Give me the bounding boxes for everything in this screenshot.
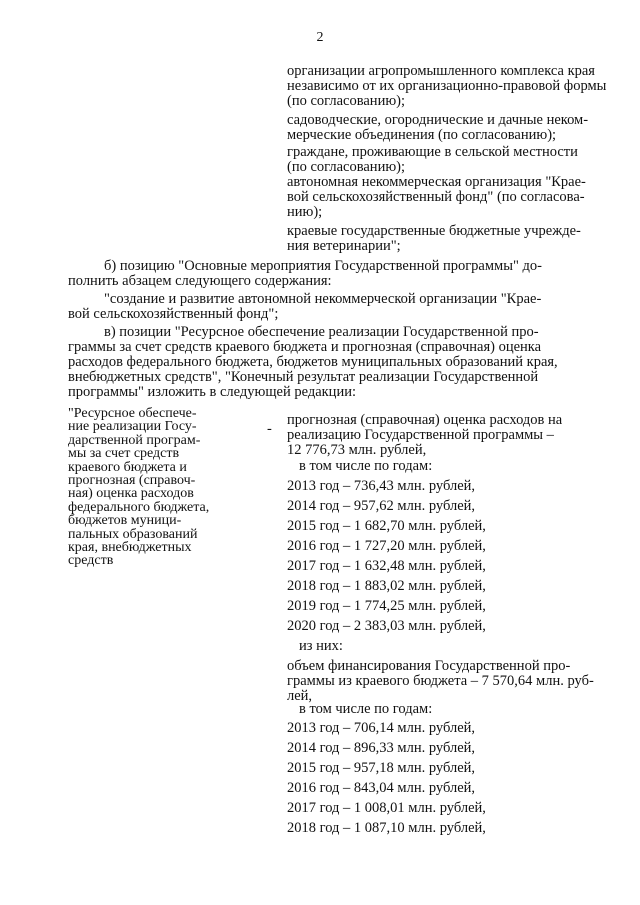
year-line: 2016 год – 1 727,20 млн. рублей,: [287, 538, 486, 554]
text-line: федерального бюджета,: [68, 499, 210, 515]
year-line: 2013 год – 736,43 млн. рублей,: [287, 478, 476, 494]
year-line: 2020 год – 2 383,03 млн. рублей,: [287, 618, 486, 634]
year-line: 2017 год – 1 008,01 млн. рублей,: [287, 800, 486, 816]
text-line: дарственной програм-: [68, 432, 201, 448]
text-line: прогнозная (справоч-: [68, 473, 196, 489]
year-line: 2018 год – 1 087,10 млн. рублей,: [287, 820, 486, 836]
year-line: 2014 год – 896,33 млн. рублей,: [287, 740, 476, 756]
of-them-label: из них:: [299, 638, 343, 654]
text-line: краевые государственные бюджетные учрежде-: [287, 223, 581, 239]
text-line: вой сельскохозяйственный фонд" (по согласова-: [287, 189, 585, 205]
list-item: [287, 113, 606, 143]
text-line: граммы из краевого бюджета – 7 570,64 млн. руб-: [287, 673, 594, 689]
text-line: лей,: [287, 688, 313, 704]
page-number: 2: [316, 30, 324, 45]
text-line: полнить абзацем следующего содержания:: [68, 273, 332, 289]
text-line: пальных образований: [68, 526, 198, 542]
forecast-text: [287, 413, 562, 458]
text-line: вой сельскохозяйственный фонд";: [68, 306, 279, 322]
year-line: 2016 год – 843,04 млн. рублей,: [287, 780, 476, 796]
text-line: краевого бюджета и: [68, 459, 187, 475]
text-line: мерческие объединения (по согласованию);: [287, 127, 557, 143]
text-line: ния ветеринарии";: [287, 238, 401, 254]
text-line: внебюджетных средств", "Конечный результат реализации Государственной: [68, 369, 539, 385]
text-line: граммы за счет средств краевого бюджета и прогнозная (справочная) оценка: [68, 339, 542, 355]
dash-separator: -: [267, 421, 272, 437]
text-line: б) позицию "Основные мероприятия Государственной программы" до-: [104, 258, 542, 274]
text-line: мы за счет средств: [68, 446, 180, 462]
text-line: реализацию Государственной программы –: [287, 427, 554, 443]
list-item: [287, 175, 606, 220]
text-line: автономная некоммерческая организация "Крае-: [287, 174, 586, 190]
text-line: края, внебюджетных: [68, 540, 192, 556]
resource-label: [68, 407, 209, 568]
text-line: ная) оценка расходов: [68, 486, 194, 502]
regional-budget-text: [287, 659, 594, 704]
year-line: 2015 год – 1 682,70 млн. рублей,: [287, 518, 486, 534]
text-line: ние реализации Госу-: [68, 419, 197, 435]
text-line: программы" изложить в следующей редакции:: [68, 384, 356, 400]
text-line: (по согласованию);: [287, 93, 406, 109]
year-line: 2015 год – 957,18 млн. рублей,: [287, 760, 476, 776]
list-item: [287, 64, 606, 109]
year-line: 2018 год – 1 883,02 млн. рублей,: [287, 578, 486, 594]
paragraph-b: [68, 258, 542, 289]
by-years-label: в том числе по годам:: [299, 458, 433, 474]
text-line: садоводческие, огороднические и дачные неком-: [287, 112, 589, 128]
text-line: бюджетов муници-: [68, 513, 182, 529]
by-years-label: в том числе по годам:: [299, 701, 433, 717]
text-line: организации агропромышленного комплекса края: [287, 63, 595, 79]
year-line: 2013 год – 706,14 млн. рублей,: [287, 720, 476, 736]
text-line: прогнозная (справочная) оценка расходов на: [287, 412, 563, 428]
text-line: "Ресурсное обеспече-: [68, 406, 197, 421]
list-item: [287, 224, 606, 254]
text-line: граждане, проживающие в сельской местности: [287, 144, 578, 160]
year-line: 2017 год – 1 632,48 млн. рублей,: [287, 558, 486, 574]
year-line: 2019 год – 1 774,25 млн. рублей,: [287, 598, 486, 614]
quote-paragraph: [68, 291, 542, 322]
text-line: средств: [68, 553, 114, 569]
text-line: в) позиции "Ресурсное обеспечение реализации Государственной про-: [104, 324, 539, 340]
list-item: [287, 145, 606, 175]
text-line: независимо от их организационно-правовой формы: [287, 78, 607, 94]
text-line: объем финансирования Государственной про-: [287, 658, 571, 674]
text-line: нию);: [287, 204, 323, 220]
year-line: 2014 год – 957,62 млн. рублей,: [287, 498, 476, 514]
text-line: расходов федерального бюджета, бюджетов муниципальных образований края,: [68, 354, 558, 370]
text-line: (по согласованию);: [287, 159, 406, 175]
paragraph-v: [68, 324, 558, 400]
text-line: "создание и развитие автономной некоммерческой организации "Крае-: [104, 291, 542, 307]
text-line: 12 776,73 млн. рублей,: [287, 442, 427, 458]
